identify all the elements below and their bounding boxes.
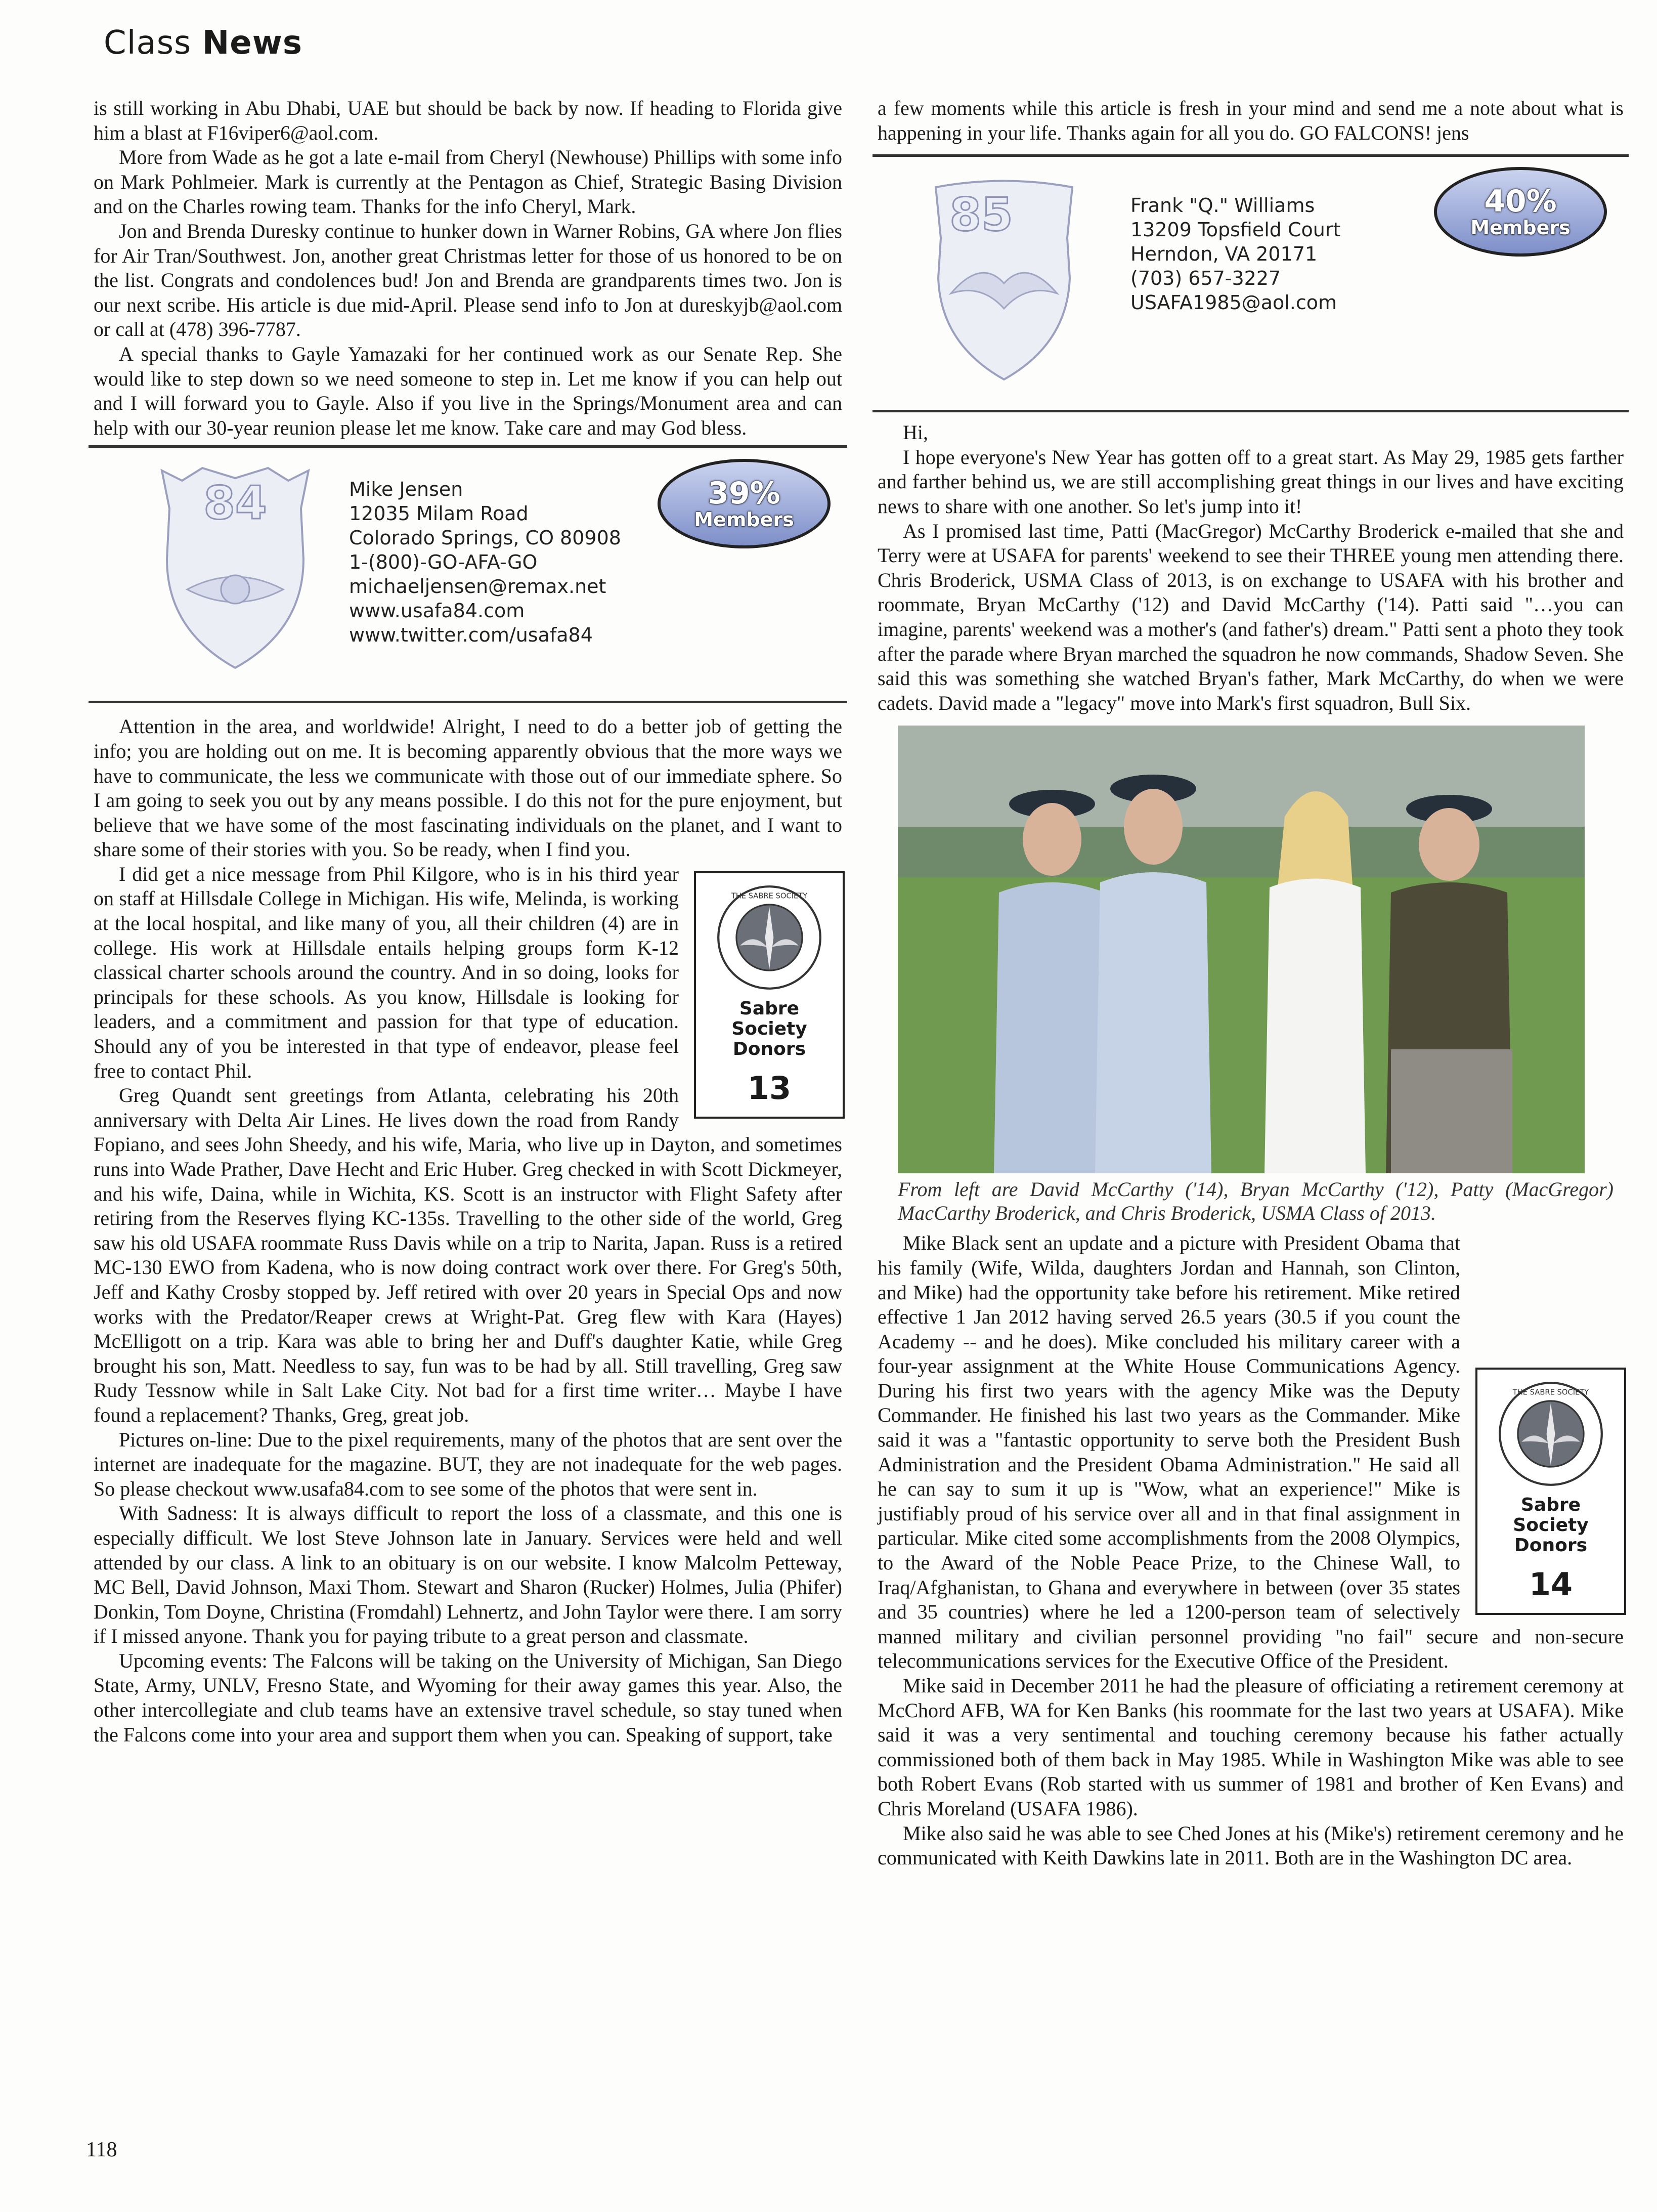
paragraph: is still working in Abu Dhabi, UAE but should be back by now. If heading to Florida give him a blast at F16viper6@aol.com. [94, 97, 842, 144]
contact-info [1130, 193, 1340, 315]
contact-email: USAFA1985@aol.com [1130, 291, 1337, 314]
header-news: News [202, 24, 302, 62]
svg-text:THE SABRE SOCIETY: THE SABRE SOCIETY [731, 891, 808, 901]
contact-street: 13209 Topsfield Court [1130, 219, 1341, 241]
sabre-title: Sabre Society Donors [731, 998, 807, 1059]
sabre-society-box [1475, 1368, 1626, 1615]
paragraph: I hope everyone's New Year has gotten off to a great start. As May 29, 1985 gets farther and farther behind us, we are still accomplishing great things in our lives and have exciting news to share with one another. So let's jump into it! [878, 445, 1624, 518]
contact-twitter: www.twitter.com/usafa84 [349, 624, 593, 647]
svg-text:84: 84 [203, 477, 267, 530]
sabre-society-seal-icon [716, 884, 822, 991]
contact-city: Herndon, VA 20171 [1130, 243, 1318, 266]
class-crest-icon [921, 177, 1087, 385]
sabre-title: Sabre Society Donors [1513, 1495, 1589, 1556]
right-column [878, 96, 1624, 1870]
paragraph: Pictures on-line: Due to the pixel requirements, many of the photos that are sent over the internet are inadequate for the magazine. BUT, they are not inadequate for the web pages. So please checkout www.usafa84.com to see some of the photos that were sent in. [94, 1428, 842, 1500]
header-class: Class [104, 24, 192, 62]
members-badge: 40% Members [1434, 167, 1607, 257]
contact-block-1984 [94, 448, 842, 701]
members-badge: 39% Members [658, 459, 831, 548]
paragraph: Mike said in December 2011 he had the pleasure of officiating a retirement ceremony at McChord AFB, WA for Ken Banks (his roommate for the last two years at USAFA). Mike said it was a very sentimental and touching ceremony because his father actually commissioned both of them back in May 1985. While in Washington Mike was able to see both Robert Evans (Rob started with us summer of 1981 and brother of Ken Evans) and Chris Moreland (USAFA 1986). [878, 1674, 1624, 1820]
paragraph: Jon and Brenda Duresky continue to hunker down in Warner Robins, GA where Jon flies for Air Tran/Southwest. Jon, another great Christmas letter for those of us honored to be on the list. Congrats and condolences bud! Jon and Brenda are grandparents times two. Jon is our next scribe. His article is due mid-April. Please send info to Jon at dureskyjb@aol.com or call at (478) 396-7787. [94, 219, 842, 341]
paragraph: Greg Quandt sent greetings from Atlanta, celebrating his 20th anniversary with Delta Air Lines. He lives down the road from Randy Fopiano, and sees John Sheedy, and his wife, Maria, who live up in Dayton, and sometimes runs into Wade Prather, Dave Hecht and Eric Huber. Greg checked in with Scott Dickmeyer, and his wife, Daina, while in Wichita, KS. Scott is an instructor with Flight Safety after retiring from the Reserves flying KC-135s. Travelling to the other side of the world, Greg saw his old USAFA roommate Russ Davis while on a trip to Narita, Japan. Russ is a retired MC-130 EWO from Kadena, who is now doing contract work over there. For Greg's 50th, Jeff and Kathy Crosby stopped by. Jeff retired with over 20 years in Special Ops and now works with the Predator/Reaper crews at Wright-Pat. Greg flew with Kara (Hayes) McElligott on a trip. Kara was able to bring her and Duff's daughter Katie, while Greg brought his son, Matt. Needless to say, fun was to be had by all. Still travelling, Greg saw Rudy Tessnow while in Salt Lake City. Not bad for a first time writer… Maybe I have found a replacement? Thanks, Greg, great job. [94, 1084, 842, 1426]
photo-caption: From left are David McCarthy ('14), Bryan McCarthy ('12), Patty (MacGregor) MacCarthy Broderick, and Chris Broderick, USMA Class of 2013. [898, 1178, 1614, 1225]
contact-info [349, 477, 621, 647]
contact-name: Frank "Q." Williams [1130, 194, 1315, 217]
contact-city: Colorado Springs, CO 80908 [349, 527, 621, 549]
family-photo [898, 726, 1585, 1173]
contact-website: www.usafa84.com [349, 600, 525, 622]
paragraph: A special thanks to Gayle Yamazaki for her continued work as our Senate Rep. She would like to step down so we need someone to step in. Let me know if you can help out and I will forward you to Gayle. Also if you live in the Springs/Monument area and can help with our 30-year reunion please let me know. Take care and may God bless. [94, 342, 842, 439]
paragraph: Mike also said he was able to see Ched Jones at his (Mike's) retirement ceremony and he communicated with Keith Dawkins late in 2011. Both are in the Washington DC area. [878, 1821, 1624, 1869]
left-column [94, 96, 842, 1747]
section-header [104, 24, 302, 62]
paragraph: As I promised last time, Patti (MacGregor) McCarthy Broderick e-mailed that she and Terry were at USAFA for parents' weekend to see their THREE young men attending there. Chris Broderick, USMA Class of 2013, is on exchange to USAFA with his brother and roommate, Bryan McCarthy ('12) and David McCarthy ('14). Patti said "…you can imagine, parents' weekend was a mother's (and father's) dream." Patti sent a photo they took after the parade where Bryan marched the squadron he now commands, Shadow Seven. She said this was something she watched Bryan's father, Mark McCarthy, do when we were cadets. David made a "legacy" move into Mark's first squadron, Bull Six. [878, 519, 1624, 714]
body2-wrap [878, 1231, 1624, 1674]
svg-text:THE SABRE SOCIETY: THE SABRE SOCIETY [1512, 1388, 1589, 1397]
paragraph: With Sadness: It is always difficult to report the loss of a classmate, and this one is especially difficult. We lost Steve Johnson late in January. Services were held and well attended by our class. A link to an obituary is on our website. I know Malcolm Petteway, MC Bell, David Johnson, Maxi Thom. Stewart and Sharon (Rucker) Holmes, Julia (Phifer) Donkin, Tom Doyne, Christina (Fromdahl) Lehnertz, and John Taylor were there. I am sorry if I missed anyone. Thank you for paying tribute to a great person and classmate. [94, 1502, 842, 1648]
sabre-number: 14 [1529, 1566, 1573, 1603]
sabre-society-seal-icon [1498, 1381, 1604, 1487]
contact-email: michaeljensen@remax.net [349, 575, 606, 598]
contact-phone: 1-(800)-GO-AFA-GO [349, 551, 538, 574]
paragraph: Hi, [903, 421, 928, 444]
page-number: 118 [86, 2138, 117, 2161]
contact-name: Mike Jensen [349, 478, 463, 501]
paragraph: a few moments while this article is fresh in your mind and send me a note about what is happening in your life. Thanks again for all you do. GO FALCONS! jens [878, 97, 1624, 144]
paragraph: More from Wade as he got a late e-mail from Cheryl (Newhouse) Phillips with some info on Mark Pohlmeier. Mark is currently at the Pentagon as Chief, Strategic Basing Division and on the Charles rowing team. Thanks for the info Cheryl, Mark. [94, 146, 842, 218]
paragraph: I did get a nice message from Phil Kilgore, who is in his third year on staff at Hillsdale College in Michigan. His wife, Melinda, is working at the local hospital, and like many of you, all their children (4) are in college. His work at Hillsdale entails helping groups form K-12 classical charter schools around the country. And in so doing, looks for principals for these schools. As you know, Hillsdale is looking for leaders, and a commitment and passion for that type of education. Should any of you be interested in that type of endeavor, please feel free to contact Phil. [94, 862, 679, 1082]
paragraph: Mike Black sent an update and a picture with President Obama that his family (Wife, Wilda, daughters Jordan and Hannah, son Clinton, and Mike) had the opportunity take before his retirement. Mike retired effective 1 Jan 2012 having served 26.5 years (30.5 if you count the Academy -- and he does). Mike concluded his military career with a four-year assignment at the White House Communications Agency. During his first two years with the agency Mike was the Deputy Commander. He finished his last two years as the Commander. Mike said it was a "fantastic opportunity to serve both the President Bush Administration and the President Obama Administration." He said all he can say to sum it up is "Wow, what an experience!" Mike is justifiably proud of his service over all and in that final assignment in particular. Mike cited some accomplishments from the 2008 Olympics, to the Award of the Noble Peace Prize, to the Chinese Wall, to Iraq/Afghanistan, to Ghana and everywhere in between (over 35 states and 35 countries) where he led a 1200-person team of selectively manned military and civilian personnel providing "no fail" secure and non-secure telecommunications services for the Executive Office of the President. [878, 1231, 1624, 1673]
paragraph: Attention in the area, and worldwide! Alright, I need to do a better job of getting the info; you are holding out on me. It is becoming apparently obvious that the more ways we have to communicate, the less we communicate with those out of our immediate sphere. So I am going to seek you out by any means possible. I do this not for the pure enjoyment, but believe that we have some of the most fascinating individuals on the planet, and I want to share some of their stories with you. So be ready, when I find you. [94, 715, 842, 861]
contact-block-1985 [878, 157, 1624, 410]
sabre-society-box [694, 871, 845, 1119]
contact-street: 12035 Milam Road [349, 502, 529, 525]
paragraph: Upcoming events: The Falcons will be taking on the University of Michigan, San Diego State, Army, UNLV, Fresno State, and Wyoming for their away games this year. Also, the other intercollegiate and club teams have an extensive travel schedule, so stay tuned when the Falcons come into your area and support them when you can. Speaking of support, take [94, 1649, 842, 1746]
sabre-number: 13 [747, 1069, 792, 1107]
svg-text:85: 85 [949, 188, 1013, 242]
contact-phone: (703) 657-3227 [1130, 267, 1281, 290]
class-crest-icon [152, 463, 319, 675]
